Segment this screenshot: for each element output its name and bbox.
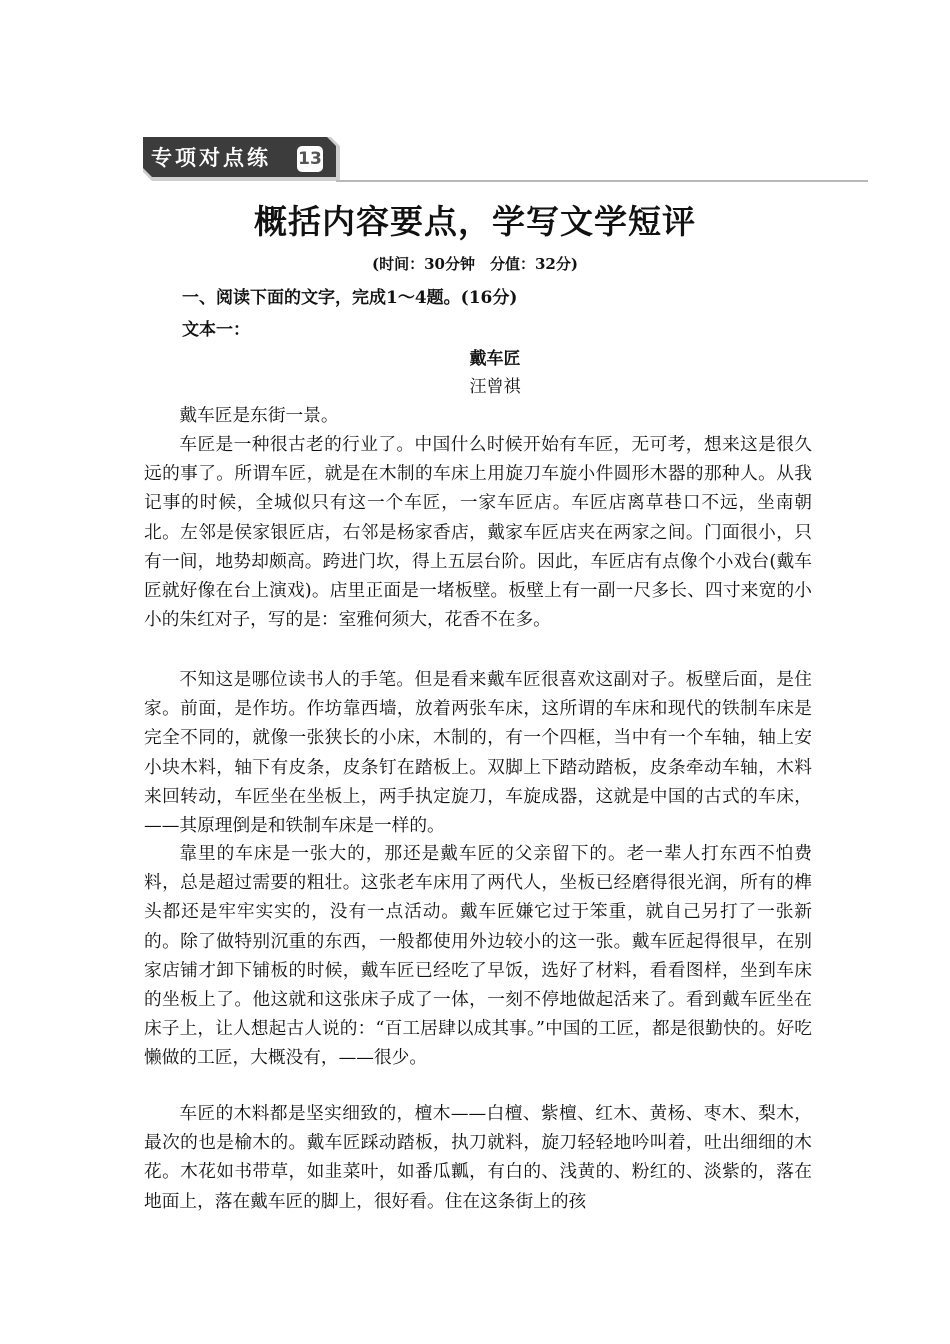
question-prompt: 一、阅读下面的文字，完成1～4题。(16分) [182,288,518,308]
text-label: 文本一： [182,320,250,340]
page-title: 概括内容要点，学写文学短评 [254,202,696,241]
article-author: 汪曾祺 [469,377,521,397]
banner-label: 专项对点练 [151,146,271,170]
article-paragraph: 车匠是一种很古老的行业了。中国什么时候开始有车匠，无可考，想来这是很久远的事了。所谓车匠，就是在木制的车床上用旋刀车旋小件圆形木器的那种人。从我记事的时候，全城似只有这一个车匠，一家车匠店。车匠店离草巷口不远，坐南朝北。左邻是侯家银匠店，右邻是杨家香店，戴家车匠店夹在两家之间。门面很小，只有一间，地势却颇高。跨进门坎，得上五层台阶。因此，车匠店有点像个小戏台(戴车匠就好像在台上演戏)。店里正面是一堵板壁。板壁上有一副一尺多长、四寸来宽的小小的朱红对子，写的是：室雅何须大，花香不在多。 [144,435,812,631]
article-paragraph: 靠里的车床是一张大的，那还是戴车匠的父亲留下的。老一辈人打东西不怕费料，总是超过需要的粗壮。这张老车床用了两代人，坐板已经磨得很光润，所有的榫头都还是牢牢实实的，没有一点活动。戴车匠嫌它过于笨重，就自己另打了一张新的。除了做特别沉重的东西，一般都使用外边较小的这一张。戴车匠起得很早，在别家店铺才卸下铺板的时候，戴车匠已经吃了早饭，选好了材料，看看图样，坐到车床的坐板上了。他这就和这张床子成了一体，一刻不停地做起活来了。看到戴车匠坐在床子上，让人想起古人说的：“百工居肆以成其事。”中国的工匠，都是很勤快的。好吃懒做的工匠，大概没有，——很少。 [144,844,812,1069]
time-score-info: (时间：30分钟 分值：32分) [372,255,578,273]
article-title: 戴车匠 [469,349,521,369]
section-banner [143,137,340,181]
article-paragraph: 不知这是哪位读书人的手笔。但是看来戴车匠很喜欢这副对子。板壁后面，是住家。前面，是作坊。作坊靠西墙，放着两张车床，这所谓的车床和现代的铁制车床是完全不同的，就像一张狭长的小床，木制的，有一个四框，当中有一个车轴，轴上安小块木料，轴下有皮条，皮条钉在踏板上。双脚上下踏动踏板，皮条牵动车轴，木料来回转动，车匠坐在坐板上，两手执定旋刀，车旋成器，这就是中国的古式的车床，——其原理倒是和铁制车床是一样的。 [144,670,812,837]
article-paragraph: 戴车匠是东街一景。 [179,406,339,426]
banner-number-badge: 13 [297,146,323,172]
article-paragraph: 车匠的木料都是坚实细致的，檀木——白檀、紫檀、红木、黄杨、枣木、梨木，最次的也是榆木的。戴车匠踩动踏板，执刀就料，旋刀轻轻地吟叫着，吐出细细的木花。木花如书带草，如韭菜叶，如番瓜瓤，有白的、浅黄的、粉红的、淡紫的，落在地面上，落在戴车匠的脚上，很好看。住在这条街上的孩 [144,1104,812,1212]
header-rule [336,180,868,182]
